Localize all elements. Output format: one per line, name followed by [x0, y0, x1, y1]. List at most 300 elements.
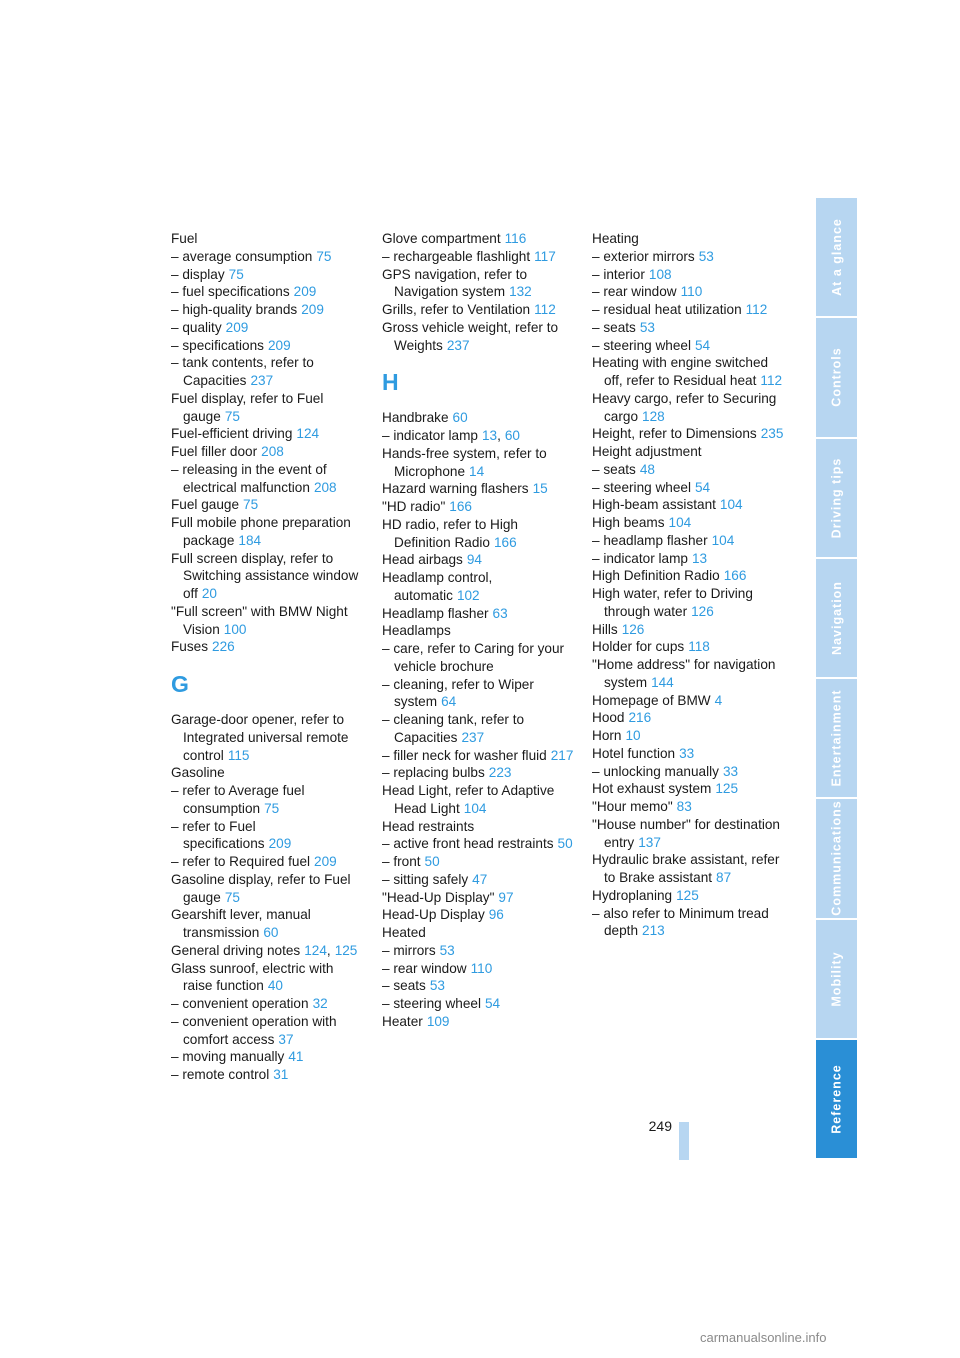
page-ref-link[interactable]: 104 — [719, 497, 743, 513]
page-ref-link[interactable]: 213 — [642, 923, 665, 939]
index-entry — [592, 390, 784, 426]
page-ref-link[interactable]: 32 — [312, 996, 328, 1011]
index-entry — [592, 283, 784, 301]
index-entry-text: Head-Up Display — [382, 907, 485, 923]
index-entry — [592, 887, 784, 905]
index-entry — [382, 853, 574, 871]
index-entry — [171, 337, 363, 355]
page-ref-link[interactable]: 110 — [680, 284, 703, 300]
chapter-tab-communications[interactable] — [816, 799, 857, 917]
index-entry — [382, 906, 574, 924]
index-entry-text: Fuel-efficient driving — [171, 426, 293, 442]
page-ref-link[interactable]: 223 — [488, 765, 512, 781]
page-ref-link[interactable]: 31 — [273, 1067, 289, 1082]
index-entry-text: General driving notes — [171, 942, 301, 958]
page-ref-link[interactable]: 166 — [723, 568, 747, 584]
index-entry — [171, 603, 363, 639]
page-ref-link[interactable]: 53 — [439, 942, 455, 958]
page-ref-link[interactable]: 166 — [449, 499, 472, 514]
index-entry — [382, 445, 574, 481]
index-entry-text: "HD radio" — [382, 499, 446, 514]
index-entry — [171, 319, 363, 337]
index-entry-text: – rechargeable flashlight — [382, 248, 531, 264]
index-entry-text: – also refer to Minimum tread depth — [592, 905, 769, 939]
index-entry — [592, 727, 784, 745]
index-entry-text: Head Light, refer to Adaptive Head Light — [382, 783, 555, 816]
chapter-tab-label: Communications — [829, 800, 844, 917]
index-entry — [382, 480, 574, 498]
index-entry-text: – specifications — [171, 337, 264, 353]
index-entry — [382, 711, 574, 747]
index-entry — [592, 230, 784, 248]
index-entry — [171, 550, 363, 603]
index-entry — [382, 427, 574, 445]
index-entry — [171, 443, 363, 461]
page-ref-link[interactable]: 112 — [760, 373, 783, 388]
page-ref-link[interactable]: 54 — [695, 337, 711, 353]
page-ref-link[interactable]: 48 — [639, 461, 655, 477]
index-column-3 — [592, 230, 784, 940]
page-ref-link[interactable]: 37 — [278, 1031, 294, 1047]
index-entry-text: – rear window — [382, 960, 467, 976]
index-entry — [592, 816, 784, 852]
index-entry-text: – refer to Required fuel — [171, 854, 311, 869]
index-entry — [382, 640, 574, 676]
index-entry-text: – tank contents, refer to Capacities — [171, 355, 314, 388]
index-entry-text: – steering wheel — [592, 337, 691, 353]
index-entry — [171, 1066, 363, 1084]
chapter-tab-label: Reference — [829, 1064, 844, 1134]
index-entry — [592, 248, 784, 266]
index-entry — [382, 764, 574, 782]
page-ref-link[interactable]: 50 — [424, 854, 440, 869]
index-entry — [592, 745, 784, 763]
index-entry-text: "Head-Up Display" — [382, 889, 495, 905]
index-entry — [592, 585, 784, 621]
page-ref-link[interactable]: 60 — [263, 925, 279, 940]
index-entry-text: Head restraints — [382, 818, 475, 834]
index-entry-text: "Hour memo" — [592, 799, 673, 814]
index-entry — [592, 443, 784, 461]
index-entry — [382, 676, 574, 712]
index-entry-text: – convenient operation — [171, 996, 309, 1011]
page-ref-link[interactable]: 75 — [228, 266, 244, 282]
page-ref-link[interactable]: 209 — [267, 337, 291, 353]
index-entry-text: Hotel function — [592, 745, 676, 761]
index-entry-text: Height adjustment — [592, 444, 702, 459]
index-entry-text: Gearshift lever, manual transmission — [171, 907, 311, 940]
page-ref-link[interactable]: 115 — [227, 747, 250, 763]
index-entry — [382, 498, 574, 516]
page-ref-link[interactable]: 33 — [679, 745, 695, 761]
page-number-bar — [679, 1122, 689, 1160]
page-ref-link[interactable]: 64 — [441, 694, 457, 710]
page-ref-link[interactable]: 15 — [532, 481, 548, 497]
index-entry-text: – active front head restraints — [382, 836, 554, 852]
page-ref-link[interactable]: 237 — [461, 729, 485, 745]
index-entry — [592, 479, 784, 497]
index-entry — [382, 409, 574, 427]
page-ref-link[interactable]: 100 — [223, 621, 247, 637]
index-entry — [171, 960, 363, 996]
index-entry — [382, 871, 574, 889]
index-entry-text: Grills, refer to Ventilation — [382, 302, 531, 317]
index-entry-text: "Full screen" with BMW Night Vision — [171, 603, 348, 637]
page-ref-link[interactable]: 124 — [304, 942, 327, 958]
index-entry — [382, 301, 574, 319]
index-entry-text: Fuel gauge — [171, 497, 240, 513]
index-entry — [171, 711, 363, 764]
chapter-tab-entertainment[interactable] — [816, 679, 857, 797]
index-entry-text: HD radio, refer to High Definition Radio — [382, 516, 518, 550]
index-entry-text: – releasing in the event of electrical malfunction — [171, 461, 327, 495]
index-entry — [592, 461, 784, 479]
index-entry — [382, 924, 574, 942]
index-entry — [382, 605, 574, 623]
index-entry — [171, 230, 363, 248]
index-entry-text: Horn — [592, 728, 622, 743]
index-entry-text: – exterior mirrors — [592, 248, 695, 264]
index-entry-text: Garage-door opener, refer to Integrated universal remote control — [171, 712, 349, 763]
index-entry — [592, 514, 784, 532]
page-ref-link[interactable]: 104 — [668, 515, 692, 530]
index-letter-heading: G — [171, 671, 189, 697]
index-entry-text: – front — [382, 854, 421, 869]
page-ref-link[interactable]: 75 — [224, 889, 240, 905]
index-entry-text: – seats — [382, 978, 426, 994]
index-column-2 — [382, 230, 574, 1031]
index-entry — [592, 905, 784, 941]
index-entry — [592, 638, 784, 656]
chapter-tab-label: Driving tips — [829, 457, 844, 539]
index-entry — [382, 818, 574, 836]
index-entry — [592, 550, 784, 568]
page-ref-link[interactable]: 60 — [452, 410, 468, 426]
index-entry-text: – refer to Fuel specifications — [171, 818, 265, 852]
page-ref-link[interactable]: 126 — [621, 621, 645, 637]
index-entry-text: – interior — [592, 266, 645, 282]
index-entry — [171, 283, 363, 301]
index-entry-text: – headlamp flasher — [592, 532, 708, 548]
index-entry-text: – cleaning tank, refer to Capacities — [382, 712, 525, 745]
chapter-tab-label: Entertainment — [829, 689, 844, 787]
page-ref-link[interactable]: 208 — [261, 444, 284, 459]
chapter-tab-controls[interactable] — [816, 318, 857, 436]
index-entry-text: – refer to Average fuel consumption — [171, 783, 305, 816]
page-ref-link[interactable]: 104 — [711, 532, 735, 548]
index-entry — [592, 425, 784, 443]
page-ref-link[interactable]: 75 — [243, 497, 259, 513]
page-ref-link[interactable]: 102 — [456, 587, 480, 603]
index-entry-text: – seats — [592, 461, 636, 477]
page-ref-link[interactable]: 184 — [238, 532, 262, 548]
index-letter-heading: H — [382, 369, 399, 396]
watermark: carmanualsonline.info — [700, 1330, 827, 1345]
index-entry-text: Glove compartment — [382, 231, 501, 246]
page-ref-link[interactable]: 104 — [463, 800, 487, 816]
index-entry-text: – average consumption — [171, 248, 313, 264]
page-ref-link[interactable]: 83 — [676, 799, 692, 814]
index-entry — [382, 248, 574, 266]
index-entry-text: Hydraulic brake assistant, refer to Brake assistant — [592, 852, 780, 885]
page-ref-link[interactable]: 96 — [488, 907, 504, 923]
index-entry — [382, 569, 574, 605]
page-ref-link[interactable]: 116 — [504, 231, 527, 246]
page-ref-link[interactable]: 41 — [288, 1049, 304, 1065]
index-entry-text: Hood — [592, 710, 625, 726]
index-entry — [592, 337, 784, 355]
page-ref-link[interactable]: 110 — [470, 960, 493, 976]
index-entry-text: – cleaning, refer to Wiper system — [382, 676, 534, 710]
index-entry — [382, 622, 574, 640]
index-entry-text: Holder for cups — [592, 639, 685, 655]
index-entry — [171, 301, 363, 319]
page-ref-link[interactable]: 209 — [314, 854, 337, 869]
index-entry-text: Headlamps — [382, 623, 451, 639]
index-entry — [171, 782, 363, 818]
index-entry-text: Fuel — [171, 231, 198, 246]
index-entry-text: Glass sunroof, electric with raise function — [171, 960, 334, 994]
page-number: 249 — [648, 1118, 672, 1134]
page-ref-link[interactable]: 60 — [504, 428, 520, 443]
index-column-1 — [171, 230, 363, 1084]
index-entry — [592, 266, 784, 284]
index-entry — [171, 354, 363, 390]
chapter-tab-navigation[interactable] — [816, 559, 857, 677]
index-entry-text: Heavy cargo, refer to Securing cargo — [592, 390, 777, 424]
index-entry-text: – care, refer to Caring for your vehicle brochure — [382, 641, 565, 674]
page-ref-link[interactable]: 217 — [550, 747, 574, 763]
page-ref-link[interactable]: 47 — [472, 871, 488, 887]
index-entry — [382, 1013, 574, 1031]
page-ref-link[interactable]: 117 — [534, 248, 556, 264]
index-entry-text: – seats — [592, 319, 636, 335]
page-ref-link[interactable]: 109 — [426, 1013, 450, 1029]
page-ref-link[interactable]: 10 — [625, 728, 641, 743]
index-entry-text: Head airbags — [382, 552, 463, 568]
page-ref-link[interactable]: 216 — [628, 710, 652, 726]
index-entry — [382, 266, 574, 302]
index-entry — [382, 747, 574, 765]
page-ref-link[interactable]: 75 — [316, 248, 332, 264]
index-entry-text: – moving manually — [171, 1049, 285, 1065]
index-entry — [171, 266, 363, 284]
index-entry-text: Gasoline display, refer to Fuel gauge — [171, 871, 351, 905]
index-entry-text: Headlamp control, automatic — [382, 570, 493, 603]
page-ref-link[interactable]: 63 — [492, 605, 508, 621]
index-entry-text: "Home address" for navigation system — [592, 657, 776, 690]
index-entry-text: Full screen display, refer to Switching assistance window off — [171, 550, 359, 601]
index-entry — [382, 889, 574, 907]
chapter-tab-at-a-glance[interactable] — [816, 198, 857, 316]
page-ref-link[interactable]: 40 — [267, 978, 283, 994]
index-entry — [592, 692, 784, 710]
index-entry-text: Homepage of BMW — [592, 692, 711, 708]
index-entry-text: Heating with engine switched off, refer to Residual heat — [592, 355, 769, 388]
index-entry-text: High Definition Radio — [592, 568, 720, 584]
page-ref-link[interactable]: 53 — [639, 319, 655, 335]
index-entry-text: Handbrake — [382, 410, 449, 426]
index-entry — [592, 851, 784, 887]
index-entry-text: Hot exhaust system — [592, 781, 712, 797]
index-entry-text: High beams — [592, 515, 665, 530]
index-entry — [592, 319, 784, 337]
page-ref-link[interactable]: 126 — [691, 603, 714, 619]
page-ref-link[interactable]: 209 — [301, 302, 324, 317]
index-entry — [382, 230, 574, 248]
index-entry — [171, 818, 363, 854]
index-entry-text: – indicator lamp — [382, 428, 478, 443]
index-entry-text: Heated — [382, 925, 426, 940]
page-ref-link[interactable]: 235 — [760, 426, 784, 442]
page-ref-link[interactable]: 75 — [224, 408, 240, 424]
page-ref-link[interactable]: 94 — [466, 552, 482, 568]
index-entry-text: GPS navigation, refer to Navigation system — [382, 266, 528, 300]
page-ref-link[interactable]: 209 — [293, 284, 317, 300]
index-entry-text: – residual heat utilization — [592, 302, 742, 317]
page-ref-link[interactable]: 209 — [268, 836, 292, 852]
page-ref-link[interactable]: 166 — [493, 534, 517, 550]
index-entry — [171, 638, 363, 656]
page-ref-link[interactable]: 125 — [676, 887, 699, 903]
page-ref-link[interactable]: 75 — [264, 800, 280, 816]
page-ref-link[interactable]: 54 — [485, 996, 501, 1011]
index-entry — [382, 995, 574, 1013]
page-ref-link[interactable]: 50 — [557, 836, 573, 852]
index-entry — [592, 621, 784, 639]
index-entry — [382, 782, 574, 818]
chapter-tab-label: Mobility — [829, 951, 844, 1007]
page-ref-link[interactable]: 20 — [201, 586, 217, 601]
index-entry — [171, 461, 363, 497]
index-entry — [171, 425, 363, 443]
index-entry-text: Gasoline — [171, 765, 225, 781]
page-ref-link[interactable]: 209 — [225, 319, 249, 335]
page-ref-link[interactable]: 53 — [429, 978, 445, 994]
index-entry-text: Heating — [592, 231, 639, 246]
index-entry — [592, 656, 784, 692]
index-entry-text: Height, refer to Dimensions — [592, 426, 757, 442]
page-ref-separator: , — [326, 942, 331, 958]
index-entry — [171, 1013, 363, 1049]
chapter-tab-driving-tips[interactable] — [816, 439, 857, 557]
page-ref-link[interactable]: 97 — [498, 889, 514, 905]
index-entry — [171, 853, 363, 871]
index-entry-text: Headlamp flasher — [382, 605, 489, 621]
index-entry — [592, 709, 784, 727]
index-entry — [592, 780, 784, 798]
index-entry — [592, 567, 784, 585]
index-entry-text: – sitting safely — [382, 871, 469, 887]
chapter-tab-label: Navigation — [829, 580, 844, 655]
index-entry — [592, 496, 784, 514]
index-entry — [171, 995, 363, 1013]
index-entry-text: – remote control — [171, 1067, 270, 1082]
index-entry-text: Fuel display, refer to Fuel gauge — [171, 390, 324, 424]
page-ref-link[interactable]: 125 — [334, 942, 358, 958]
page-ref-link[interactable]: 53 — [698, 248, 714, 264]
index-entry — [382, 835, 574, 853]
index-entry — [592, 354, 784, 390]
page-ref-link[interactable]: 128 — [642, 408, 665, 424]
page-ref-link[interactable]: 33 — [722, 763, 739, 779]
index-entry-text: Full mobile phone preparation package — [171, 515, 351, 548]
page-ref-link[interactable]: 124 — [296, 426, 320, 442]
index-entry — [382, 319, 574, 355]
index-entry — [171, 496, 363, 514]
index-entry — [171, 390, 363, 426]
index-entry-text: – quality — [171, 319, 222, 335]
page-ref-link[interactable]: 118 — [688, 639, 710, 655]
index-entry — [382, 516, 574, 552]
index-entry-text: – display — [171, 266, 225, 282]
chapter-tab-label: At a glance — [829, 218, 844, 296]
page-ref-link[interactable]: 237 — [250, 373, 274, 388]
page-ref-link[interactable]: 112 — [745, 302, 768, 317]
index-entry — [171, 871, 363, 907]
index-entry-text: Fuel filler door — [171, 444, 258, 459]
page-ref-link[interactable]: 137 — [638, 834, 661, 850]
page-ref-link[interactable]: 13 — [691, 550, 708, 566]
index-entry — [382, 977, 574, 995]
page-ref-link[interactable]: 108 — [648, 266, 672, 282]
index-entry-text: – filler neck for washer fluid — [382, 747, 547, 763]
index-entry-text: – unlocking manually — [592, 763, 719, 779]
index-entry-text: Hands-free system, refer to Microphone — [382, 445, 547, 479]
index-entry-text: – high-quality brands — [171, 302, 298, 317]
page-ref-link[interactable]: 87 — [716, 870, 732, 885]
page-ref-link[interactable]: 13 — [481, 428, 498, 443]
index-entry — [171, 514, 363, 550]
index-entry-text: Hazard warning flashers — [382, 481, 529, 497]
index-entry — [171, 942, 363, 960]
index-entry — [382, 551, 574, 569]
index-entry-text: Fuses — [171, 639, 209, 655]
index-entry-text: – steering wheel — [382, 996, 481, 1011]
page-ref-link[interactable]: 132 — [509, 284, 532, 300]
index-entry — [382, 960, 574, 978]
index-entry-text: Heater — [382, 1013, 423, 1029]
page-ref-link[interactable]: 112 — [534, 302, 556, 317]
index-entry-text: Hydroplaning — [592, 887, 673, 903]
page-ref-link[interactable]: 226 — [212, 639, 235, 655]
index-entry-text: "House number" for destination entry — [592, 816, 780, 850]
index-entry — [592, 763, 784, 781]
page-ref-link[interactable]: 144 — [651, 674, 674, 690]
page-ref-link[interactable]: 4 — [714, 692, 723, 708]
chapter-tab-mobility[interactable] — [816, 920, 857, 1038]
index-entry-text: High water, refer to Driving through water — [592, 586, 753, 619]
index-entry-text: – rear window — [592, 284, 677, 300]
index-entry — [171, 1048, 363, 1066]
index-entry — [592, 798, 784, 816]
page-ref-link[interactable]: 14 — [469, 463, 485, 479]
index-entry — [171, 906, 363, 942]
index-entry — [592, 532, 784, 550]
index-entry-text: – mirrors — [382, 942, 436, 958]
chapter-tabs — [816, 198, 857, 1160]
page-ref-link[interactable]: 208 — [313, 479, 337, 495]
page-ref-link[interactable]: 125 — [715, 781, 739, 797]
page-ref-link[interactable]: 237 — [446, 337, 470, 353]
index-entry-text: – fuel specifications — [171, 284, 290, 300]
index-entry-text: – steering wheel — [592, 479, 691, 495]
page-ref-link[interactable]: 54 — [695, 479, 711, 495]
chapter-tab-reference[interactable] — [816, 1040, 857, 1158]
index-entry — [171, 248, 363, 266]
index-entry-text: High-beam assistant — [592, 497, 716, 513]
index-entry-text: – indicator lamp — [592, 550, 688, 566]
